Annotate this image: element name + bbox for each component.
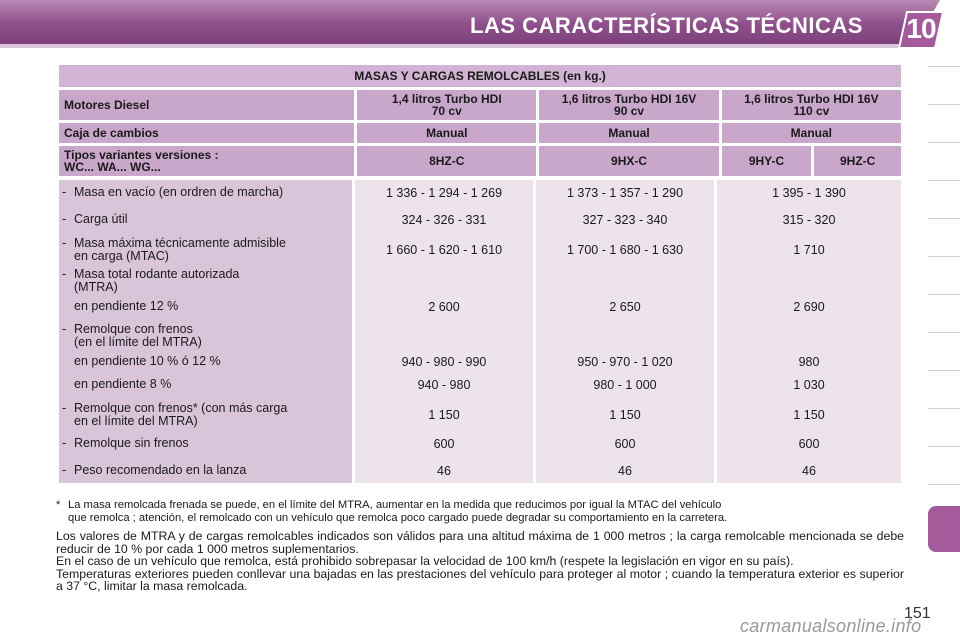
side-tab[interactable] xyxy=(928,66,960,102)
table-cell: 327 - 323 - 340 xyxy=(582,213,668,227)
table-cell: 950 - 970 - 1 020 xyxy=(577,355,673,369)
variant-code: 9HZ-C xyxy=(814,146,901,176)
side-tab[interactable] xyxy=(928,218,960,254)
variant-code: 9HX-C xyxy=(539,146,718,176)
variants-label: Tipos variantes versiones : WC... WA... WG... xyxy=(59,146,354,176)
chapter-number: 10 xyxy=(906,13,936,44)
engine-col-1: 1,4 litros Turbo HDI 70 cv xyxy=(357,90,536,120)
footnote-line: que remolca ; atención, el remolcado con un vehículo que remolca poco cargado puede degradar su comportamiento en la carretera. xyxy=(68,512,728,524)
table-cell: 46 xyxy=(437,464,451,478)
table-cell: 1 660 - 1 620 - 1 610 xyxy=(385,243,503,257)
table-cell: 1 395 - 1 390 xyxy=(772,186,846,200)
table-cell: 1 150 xyxy=(793,408,825,422)
table-cell: 1 030 xyxy=(793,378,825,392)
note-paragraph: Los valores de MTRA y de cargas remolcables indicados son válidos para una altitud máxima de 1 000 metros ; la carga remolcable mencionada se debe reducir de 10 % por cada 1 000 metros suplementarios. xyxy=(56,529,904,556)
table-cell: 1 373 - 1 357 - 1 290 xyxy=(566,186,684,200)
side-tab-active[interactable] xyxy=(928,506,960,552)
table-cell: 1 150 xyxy=(609,408,641,422)
side-tab[interactable] xyxy=(928,294,960,330)
table-cell: 980 xyxy=(798,355,820,369)
note-paragraph: En el caso de un vehículo que remolca, está prohibido sobrepasar la velocidad de 100 km/h (respete la legislación en vigor en su país). xyxy=(56,554,794,568)
side-tab[interactable] xyxy=(928,408,960,444)
table-cell: 2 600 xyxy=(428,300,460,314)
side-tabs xyxy=(928,66,960,582)
watermark: carmanualsonline.info xyxy=(740,616,922,636)
table-cell: 600 xyxy=(798,437,820,451)
table-cell: 980 - 1 000 xyxy=(593,378,657,392)
side-tab[interactable] xyxy=(928,142,960,178)
table-cell: 1 336 - 1 294 - 1 269 xyxy=(385,186,503,200)
table-caption: MASAS Y CARGAS REMOLCABLES (en kg.) xyxy=(59,65,901,87)
table-cell: 46 xyxy=(618,464,632,478)
gearbox-value: Manual xyxy=(539,123,718,143)
table-cell: 600 xyxy=(433,437,455,451)
table-cell: 315 - 320 xyxy=(782,213,836,227)
side-tab[interactable] xyxy=(928,104,960,140)
engine-col-3: 1,6 litros Turbo HDI 16V 110 cv xyxy=(722,90,901,120)
spec-table xyxy=(56,62,904,179)
gearbox-label: Caja de cambios xyxy=(59,123,354,143)
gearbox-value: Manual xyxy=(722,123,901,143)
table-cell: 940 - 980 xyxy=(417,378,471,392)
table-cell: 324 - 326 - 331 xyxy=(401,213,487,227)
table-cell: 2 690 xyxy=(793,300,825,314)
side-tab[interactable] xyxy=(928,446,960,482)
table-cell: 46 xyxy=(802,464,816,478)
side-tab[interactable] xyxy=(928,256,960,292)
table-cell: 1 150 xyxy=(428,408,460,422)
note-paragraph: Temperaturas exteriores pueden conllevar una bajadas en las prestaciones del vehículo para proteger al motor ; cuando la temperatura exterior es superior a 37 °C, limitar la masa remolcada. xyxy=(56,566,904,593)
engine-label: Motores Diesel xyxy=(59,90,354,120)
variant-code: 8HZ-C xyxy=(357,146,536,176)
table-cell: 600 xyxy=(614,437,636,451)
side-tab[interactable] xyxy=(928,370,960,406)
page-title: LAS CARACTERÍSTICAS TÉCNICAS xyxy=(470,13,863,38)
footnote-line: La masa remolcada frenada se puede, en el límite del MTRA, aumentar en la medida que reducimos por igual la MTAC del vehículo xyxy=(68,499,722,511)
side-tab[interactable] xyxy=(928,332,960,368)
side-tab[interactable] xyxy=(928,180,960,216)
variant-code: 9HY-C xyxy=(722,146,812,176)
notes-text xyxy=(56,530,904,593)
table-cell: 1 710 xyxy=(793,243,825,257)
table-cell: 940 - 980 - 990 xyxy=(401,355,487,369)
engine-col-2: 1,6 litros Turbo HDI 16V 90 cv xyxy=(539,90,718,120)
table-cell: 1 700 - 1 680 - 1 630 xyxy=(566,243,684,257)
gearbox-value: Manual xyxy=(357,123,536,143)
table-cell: 2 650 xyxy=(609,300,641,314)
page-number: 151 xyxy=(904,605,931,622)
footnote-marker: * xyxy=(56,499,61,511)
